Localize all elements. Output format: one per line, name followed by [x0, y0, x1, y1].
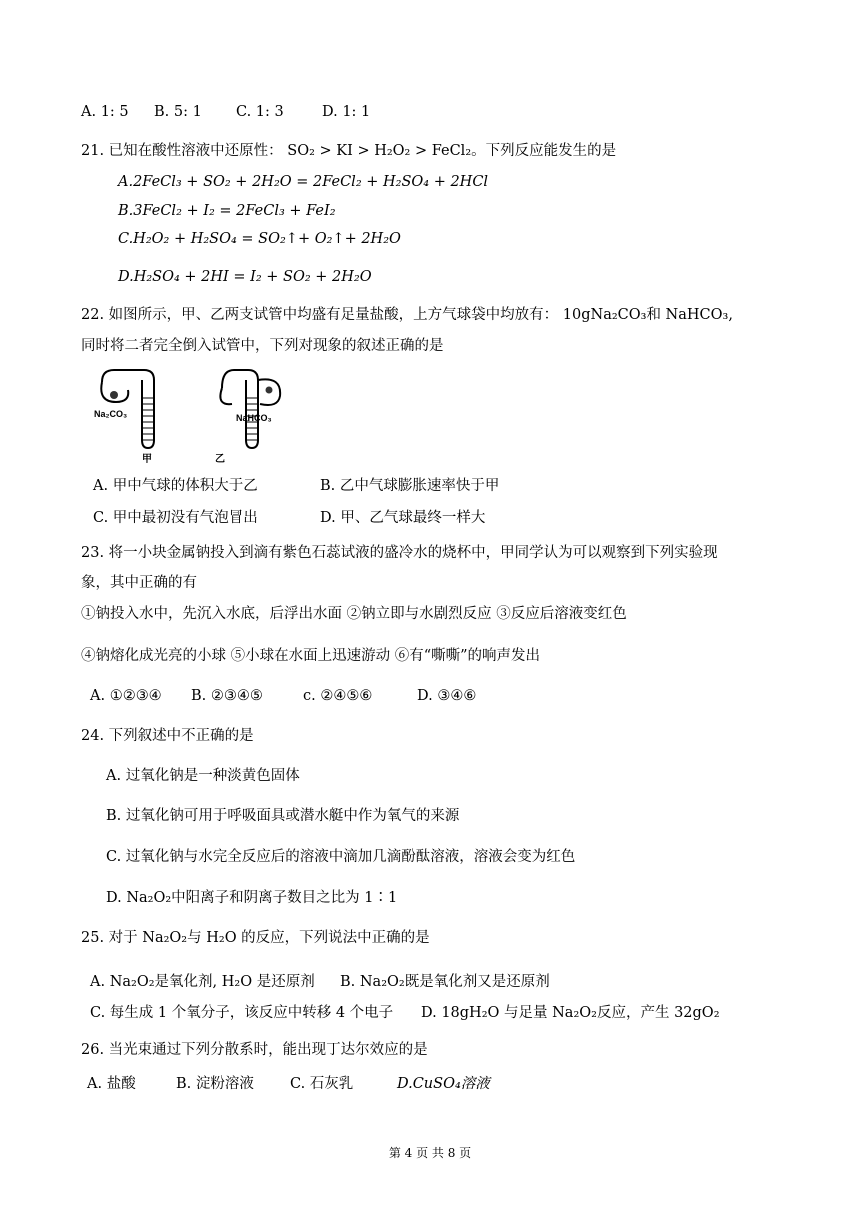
q21-option-d: D.H₂SO₄ + 2HI = I₂ + SO₂ + 2H₂O	[118, 269, 372, 285]
q21-option-b: B.3FeCl₂ + I₂ = 2FeCl₃ + FeI₂	[118, 203, 336, 219]
q23-option-d: D. ③④⑥	[417, 688, 477, 704]
q23-statements-1: ①钠投入水中，先沉入水底，后浮出水面 ②钠立即与水剧烈反应 ③反应后溶液变红色	[81, 606, 627, 622]
q20-option-b: B. 5: 1	[154, 104, 202, 120]
q21-option-a: A.2FeCl₃ + SO₂ + 2H₂O = 2FeCl₂ + H₂SO₄ + 2HCl	[118, 174, 489, 190]
page-footer: 第 4 页 共 8 页	[388, 1146, 472, 1160]
q24-stem: 24. 下列叙述中不正确的是	[81, 728, 254, 744]
q25-option-c: C. 每生成 1 个氧分子，该反应中转移 4 个电子	[90, 1005, 394, 1021]
q20-option-a: A. 1: 5	[81, 104, 129, 120]
q22-test-tube-figure	[92, 368, 302, 464]
q24-option-a: A. 过氧化钠是一种淡黄色固体	[106, 768, 300, 784]
q23-stem-line2: 象，其中正确的有	[81, 575, 197, 591]
q26-option-d: D.CuSO₄溶液	[397, 1076, 490, 1092]
test-tube-diagram	[92, 368, 302, 464]
q22-option-a: A. 甲中气球的体积大于乙	[93, 478, 258, 494]
q23-statements-2: ④钠熔化成光亮的小球 ⑤小球在水面上迅速游动 ⑥有“嘶嘶”的响声发出	[81, 648, 541, 664]
q24-option-d: D. Na₂O₂中阳离子和阴离子数目之比为 1∶1	[106, 890, 398, 906]
q26-option-b: B. 淀粉溶液	[176, 1076, 254, 1092]
q24-option-c: C. 过氧化钠与水完全反应后的溶液中滴加几滴酚酞溶液，溶液会变为红色	[106, 849, 576, 865]
q23-stem-line1: 23. 将一小块金属钠投入到滴有紫色石蕊试液的盛冷水的烧杯中，甲同学认为可以观察到下列实验现	[81, 545, 718, 561]
q21-stem: 21. 已知在酸性溶液中还原性： SO₂ > KI > H₂O₂ > FeCl₂。下列反应能发生的是	[81, 143, 617, 159]
q20-option-d: D. 1: 1	[322, 104, 371, 120]
right-reagent-label: NaHCO₃	[236, 413, 272, 423]
right-tube-label: 乙	[215, 454, 225, 464]
q23-option-a: A. ①②③④	[90, 688, 162, 704]
q22-stem-line1: 22. 如图所示，甲、乙两支试管中均盛有足量盐酸，上方气球袋中均放有： 10gNa₂CO₃和 NaHCO₃,	[81, 307, 733, 323]
left-tube-label: 甲	[142, 454, 152, 464]
left-reagent-label: Na₂CO₃	[94, 409, 128, 419]
q25-stem: 25. 对于 Na₂O₂与 H₂O 的反应，下列说法中正确的是	[81, 930, 430, 946]
q26-stem: 26. 当光束通过下列分散系时，能出现丁达尔效应的是	[81, 1042, 428, 1058]
q25-option-a: A. Na₂O₂是氧化剂, H₂O 是还原剂	[90, 974, 315, 990]
q25-option-b: B. Na₂O₂既是氧化剂又是还原剂	[340, 974, 550, 990]
q20-option-c: C. 1: 3	[236, 104, 284, 120]
q24-option-b: B. 过氧化钠可用于呼吸面具或潜水艇中作为氧气的来源	[106, 808, 460, 824]
q22-option-c: C. 甲中最初没有气泡冒出	[93, 510, 258, 526]
q23-option-c: c. ②④⑤⑥	[303, 688, 373, 704]
q22-option-b: B. 乙中气球膨胀速率快于甲	[320, 478, 500, 494]
q26-option-a: A. 盐酸	[87, 1076, 136, 1092]
q21-option-c: C.H₂O₂ + H₂SO₄ = SO₂↑+ O₂↑+ 2H₂O	[118, 231, 401, 247]
q26-option-c: C. 石灰乳	[290, 1076, 354, 1092]
q22-stem-line2: 同时将二者完全倒入试管中，下列对现象的叙述正确的是	[81, 338, 444, 354]
q25-option-d: D. 18gH₂O 与足量 Na₂O₂反应，产生 32gO₂	[421, 1005, 720, 1021]
q23-option-b: B. ②③④⑤	[191, 688, 263, 704]
q22-option-d: D. 甲、乙气球最终一样大	[320, 510, 486, 526]
